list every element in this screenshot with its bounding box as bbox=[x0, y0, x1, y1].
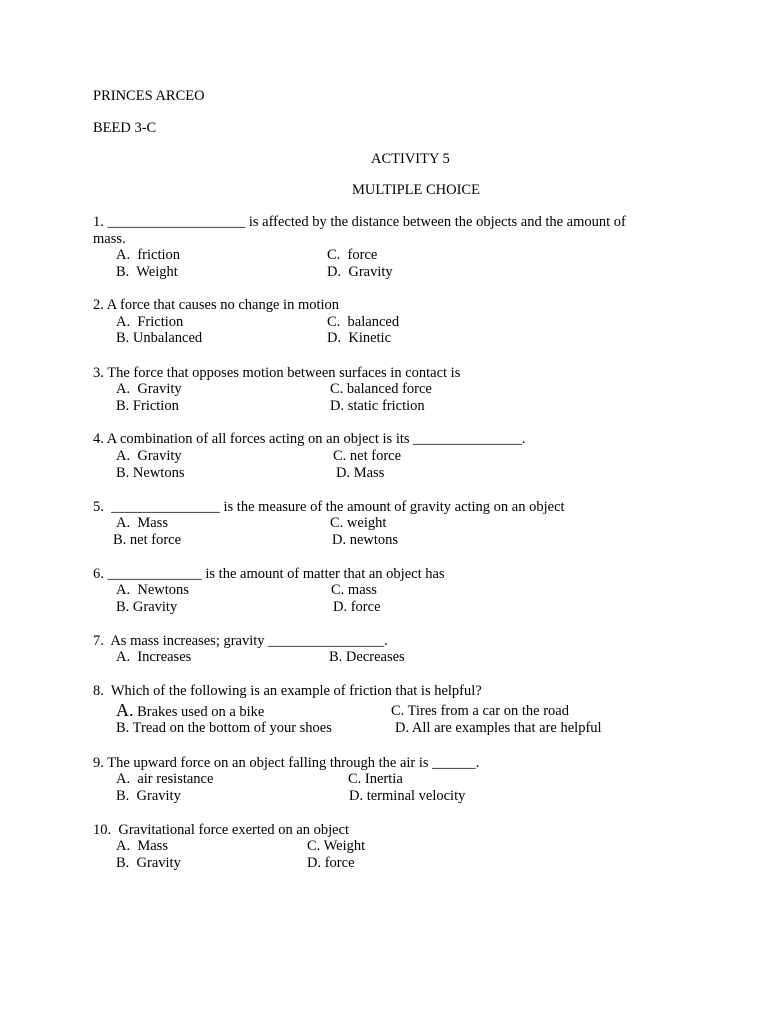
question-stem: 8. Which of the following is an example of friction that is helpful? bbox=[93, 683, 482, 699]
choice-c: C. weight bbox=[330, 515, 387, 531]
choice-a: A. Friction bbox=[116, 314, 184, 330]
choice-d: D. Mass bbox=[336, 465, 385, 481]
question-stem: 7. As mass increases; gravity ________________. bbox=[93, 633, 388, 649]
choice-b: B. Newtons bbox=[116, 465, 185, 481]
choice-a: A. Newtons bbox=[116, 582, 189, 598]
choice-d: D. force bbox=[307, 855, 355, 871]
question-stem: 2. A force that causes no change in motion bbox=[93, 297, 340, 313]
choice-a: A. air resistance bbox=[116, 771, 214, 787]
choice-b: B. net force bbox=[113, 532, 182, 548]
choice-a: A. Gravity bbox=[116, 381, 182, 397]
choice-b: B. Decreases bbox=[329, 649, 405, 665]
choice-a: A. friction bbox=[116, 247, 181, 263]
choice-c: C. Inertia bbox=[348, 771, 403, 787]
choice-c: C. balanced bbox=[327, 314, 400, 330]
question-stem: 3. The force that opposes motion between surfaces in contact is bbox=[93, 365, 461, 381]
choice-a bbox=[116, 702, 264, 721]
choice-a-text: Brakes used on a bike bbox=[133, 704, 265, 720]
choice-b: B. Gravity bbox=[116, 599, 178, 615]
choice-b: B. Gravity bbox=[116, 788, 181, 804]
choice-d: D. static friction bbox=[330, 398, 425, 414]
choice-d: D. All are examples that are helpful bbox=[395, 720, 602, 736]
choice-c: C. balanced force bbox=[330, 381, 432, 397]
question-stem: 5. _______________ is the measure of the amount of gravity acting on an object bbox=[93, 499, 565, 515]
choice-a: A. Gravity bbox=[116, 448, 182, 464]
choice-c: C. net force bbox=[333, 448, 402, 464]
question-stem-continued: mass. bbox=[93, 231, 126, 247]
choice-a: A. Increases bbox=[116, 649, 192, 665]
choice-b: B. Unbalanced bbox=[116, 330, 203, 346]
choice-a-letter: A. bbox=[116, 700, 134, 720]
choice-a: A. Mass bbox=[116, 515, 168, 531]
choice-c: C. mass bbox=[331, 582, 377, 598]
question-stem: 9. The upward force on an object falling through the air is ______. bbox=[93, 755, 480, 771]
choice-d: D. force bbox=[333, 599, 381, 615]
choice-d: D. terminal velocity bbox=[349, 788, 466, 804]
choice-b: B. Gravity bbox=[116, 855, 181, 871]
activity-title: ACTIVITY 5 bbox=[371, 151, 450, 167]
question-stem: 4. A combination of all forces acting on an object is its _______________. bbox=[93, 431, 526, 447]
choice-c: C. force bbox=[327, 247, 378, 263]
question-stem: 10. Gravitational force exerted on an object bbox=[93, 822, 350, 838]
choice-d: D. Kinetic bbox=[327, 330, 392, 346]
choice-b: B. Weight bbox=[116, 264, 178, 280]
choice-a: A. Mass bbox=[116, 838, 168, 854]
question-stem: 6. _____________ is the amount of matter that an object has bbox=[93, 566, 445, 582]
activity-subtitle: MULTIPLE CHOICE bbox=[352, 182, 480, 198]
choice-c: C. Weight bbox=[307, 838, 366, 854]
student-name: PRINCES ARCEO bbox=[93, 88, 205, 104]
choice-c: C. Tires from a car on the road bbox=[391, 703, 569, 719]
student-section: BEED 3-C bbox=[93, 120, 157, 136]
choice-b: B. Tread on the bottom of your shoes bbox=[116, 720, 332, 736]
choice-d: D. Gravity bbox=[327, 264, 393, 280]
choice-b: B. Friction bbox=[116, 398, 179, 414]
choice-d: D. newtons bbox=[332, 532, 399, 548]
question-stem: 1. ___________________ is affected by the distance between the objects and the amount of bbox=[93, 214, 626, 230]
